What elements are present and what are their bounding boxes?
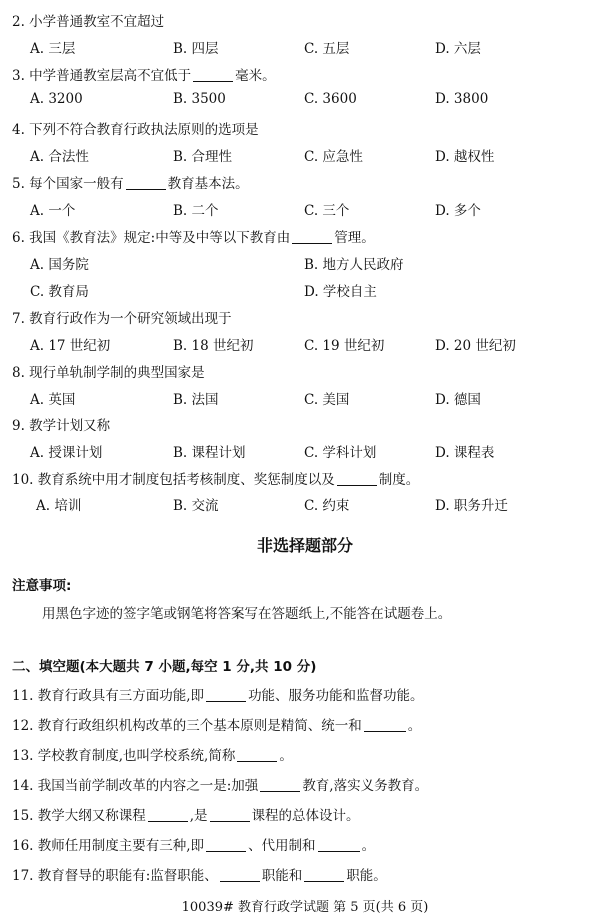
option-d: D. 德国 (435, 392, 481, 408)
option-b: B. 二个 (173, 203, 219, 219)
options-9 (30, 441, 600, 459)
answer-blank (220, 868, 260, 882)
option-c: C. 三个 (304, 203, 350, 219)
option-b: B. 合理性 (173, 149, 233, 165)
option-c: C. 教育局 (30, 284, 89, 300)
options-3 (30, 91, 600, 109)
option-c: C. 五层 (304, 41, 350, 57)
question-3: 3. 中学普通教室层高不宜低于 毫米。 (12, 68, 276, 84)
question-10: 10. 教育系统中用才制度包括考核制度、奖惩制度以及 制度。 (12, 472, 420, 488)
answer-blank (206, 688, 246, 702)
question-2: 2. 小学普通教室不宜超过 (12, 14, 165, 30)
option-d: D. 学校自主 (304, 284, 377, 300)
option-c: C. 约束 (304, 498, 350, 514)
option-a: A. 3200 (30, 91, 83, 107)
option-a: A. 国务院 (30, 257, 89, 273)
option-a: A. 一个 (30, 203, 76, 219)
answer-blank (318, 838, 360, 852)
question-11: 11. 教育行政具有三方面功能,即 功能、服务功能和监督功能。 (12, 688, 424, 704)
option-d: D. 20 世纪初 (435, 338, 516, 354)
fill-section-title: 二、填空题(本大题共 7 小题,每空 1 分,共 10 分) (12, 659, 317, 675)
options-6-row2 (30, 280, 600, 298)
question-15: 15. 教学大纲又称课程 ,是 课程的总体设计。 (12, 808, 360, 824)
option-a: A. 17 世纪初 (30, 338, 111, 354)
question-13: 13. 学校教育制度,也叫学校系统,简称 。 (12, 748, 293, 764)
page-footer: 10039# 教育行政学试题 第 5 页(共 6 页) (181, 900, 429, 915)
option-b: B. 四层 (173, 41, 219, 57)
option-c: C. 19 世纪初 (304, 338, 385, 354)
question-6: 6. 我国《教育法》规定:中等及中等以下教育由 管理。 (12, 230, 375, 246)
question-8: 8. 现行单轨制学制的典型国家是 (12, 365, 205, 381)
option-c: C. 美国 (304, 392, 350, 408)
option-b: B. 18 世纪初 (173, 338, 254, 354)
option-c: C. 3600 (304, 91, 357, 107)
options-8 (30, 388, 600, 406)
answer-blank (210, 808, 250, 822)
question-5: 5. 每个国家一般有 教育基本法。 (12, 176, 249, 192)
option-a: A. 三层 (30, 41, 76, 57)
answer-blank (126, 176, 166, 190)
option-d: D. 越权性 (435, 149, 495, 165)
option-b: B. 法国 (173, 392, 219, 408)
answer-blank (292, 230, 332, 244)
option-b: B. 地方人民政府 (304, 257, 404, 273)
question-4: 4. 下列不符合教育行政执法原则的选项是 (12, 122, 259, 138)
question-16: 16. 教师任用制度主要有三种,即 、代用制和 。 (12, 838, 376, 854)
options-4 (30, 145, 600, 163)
option-d: D. 职务升迁 (435, 498, 508, 514)
answer-blank (337, 472, 377, 486)
options-2 (30, 37, 600, 55)
options-5 (30, 199, 600, 217)
notice-body: 用黑色字迹的签字笔或钢笔将答案写在答题纸上,不能答在试题卷上。 (42, 606, 452, 622)
option-c: C. 应急性 (304, 149, 363, 165)
option-a: A. 英国 (30, 392, 76, 408)
answer-blank (237, 748, 277, 762)
answer-blank (148, 808, 188, 822)
option-a: A. 合法性 (30, 149, 89, 165)
answer-blank (193, 68, 233, 82)
option-b: B. 3500 (173, 91, 226, 107)
answer-blank (304, 868, 344, 882)
answer-blank (206, 838, 246, 852)
answer-blank (364, 718, 406, 732)
question-9: 9. 教学计划又称 (12, 418, 111, 434)
option-d: D. 课程表 (435, 445, 495, 461)
option-b: B. 课程计划 (173, 445, 246, 461)
option-a: A. 培训 (36, 498, 82, 514)
options-6-row1 (30, 253, 600, 271)
question-12: 12. 教育行政组织机构改革的三个基本原则是精简、统一和 。 (12, 718, 422, 734)
option-a: A. 授课计划 (30, 445, 103, 461)
option-d: D. 3800 (435, 91, 489, 107)
question-17: 17. 教育督导的职能有:监督职能、 职能和 职能。 (12, 868, 387, 884)
options-7 (30, 334, 600, 352)
notice-title: 注意事项: (12, 578, 72, 594)
option-c: C. 学科计划 (304, 445, 377, 461)
option-b: B. 交流 (173, 498, 219, 514)
option-d: D. 多个 (435, 203, 481, 219)
question-7: 7. 教育行政作为一个研究领域出现于 (12, 311, 232, 327)
options-10 (30, 494, 600, 512)
option-d: D. 六层 (435, 41, 481, 57)
section-heading: 非选择题部分 (256, 536, 353, 555)
answer-blank (260, 778, 300, 792)
question-14: 14. 我国当前学制改革的内容之一是:加强 教育,落实义务教育。 (12, 778, 429, 794)
